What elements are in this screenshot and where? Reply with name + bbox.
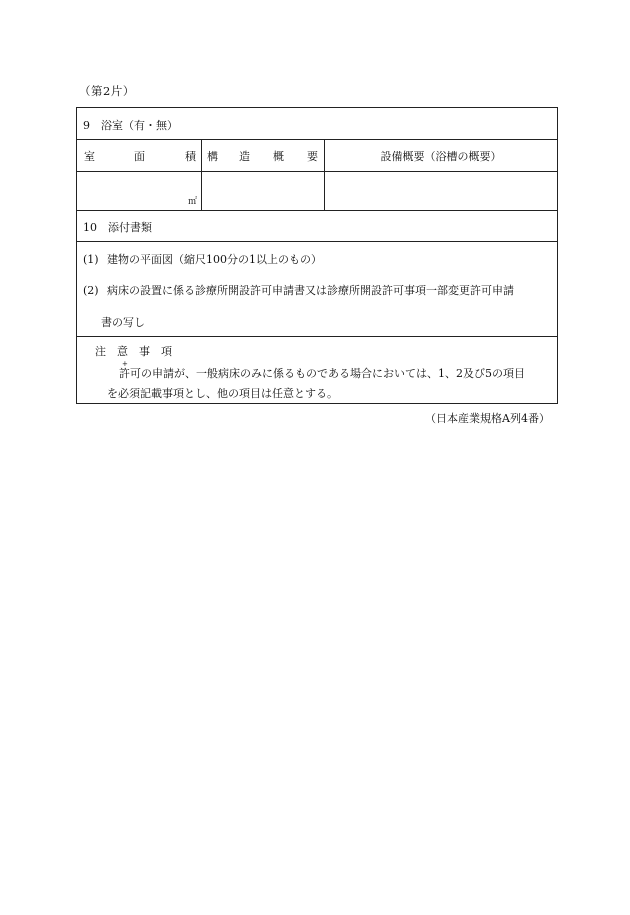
structure-header-char: 概	[273, 150, 284, 163]
bath-entry-row	[77, 172, 557, 211]
notes-ruby-char	[119, 360, 130, 381]
bath-label: 9 浴室（有・無）	[83, 119, 178, 132]
application-form-table	[76, 107, 558, 404]
structure-header	[202, 140, 325, 171]
room-area-header-char: 室	[84, 150, 95, 163]
notes-char: 許	[119, 367, 130, 380]
attachment-item-continuation: 書の写し	[101, 316, 145, 329]
paper-standard: （日本産業規格A列4番）	[425, 412, 550, 425]
notes-line-1	[119, 360, 525, 381]
room-area-cell[interactable]	[77, 172, 202, 210]
notes-line-2: を必須記載事項とし、他の項目は任意とする。	[107, 387, 338, 400]
room-area-header	[77, 140, 202, 171]
sheet-label: （第2片）	[79, 84, 135, 98]
attachment-item-number: (1)	[83, 253, 99, 266]
structure-header-char: 構	[207, 150, 218, 163]
room-area-header-char: 積	[185, 150, 196, 163]
equipment-header	[325, 140, 557, 171]
structure-header-char: 造	[239, 150, 250, 163]
structure-header-char: 要	[307, 150, 318, 163]
attachment-item	[83, 282, 514, 298]
notes-section	[77, 337, 557, 403]
ruby-mark: +	[122, 360, 128, 368]
equipment-cell[interactable]	[325, 172, 557, 210]
bath-header-row	[77, 140, 557, 172]
room-area-header-char: 面	[134, 150, 145, 163]
attachments-list	[77, 242, 557, 337]
bath-row	[77, 108, 557, 140]
attachment-item-number: (2)	[83, 284, 99, 297]
equipment-header-label: 設備概要（浴槽の概要）	[380, 150, 502, 163]
attachment-item-text: 建物の平面図（縮尺100分の1以上のもの）	[107, 253, 322, 266]
notes-line-1-text: 可の申請が、一般病床のみに係るものである場合においては、1、2及び5の項目	[130, 367, 525, 380]
attachments-row	[77, 211, 557, 242]
attachments-label: 10 添付書類	[83, 221, 152, 234]
structure-cell[interactable]	[202, 172, 325, 210]
attachment-item-text: 病床の設置に係る診療所開設許可申請書又は診療所開設許可事項一部変更許可申請	[107, 284, 514, 297]
attachment-item	[83, 251, 322, 267]
square-meter-unit: ㎡	[187, 197, 197, 207]
notes-title: 注 意 事 項	[95, 345, 172, 358]
